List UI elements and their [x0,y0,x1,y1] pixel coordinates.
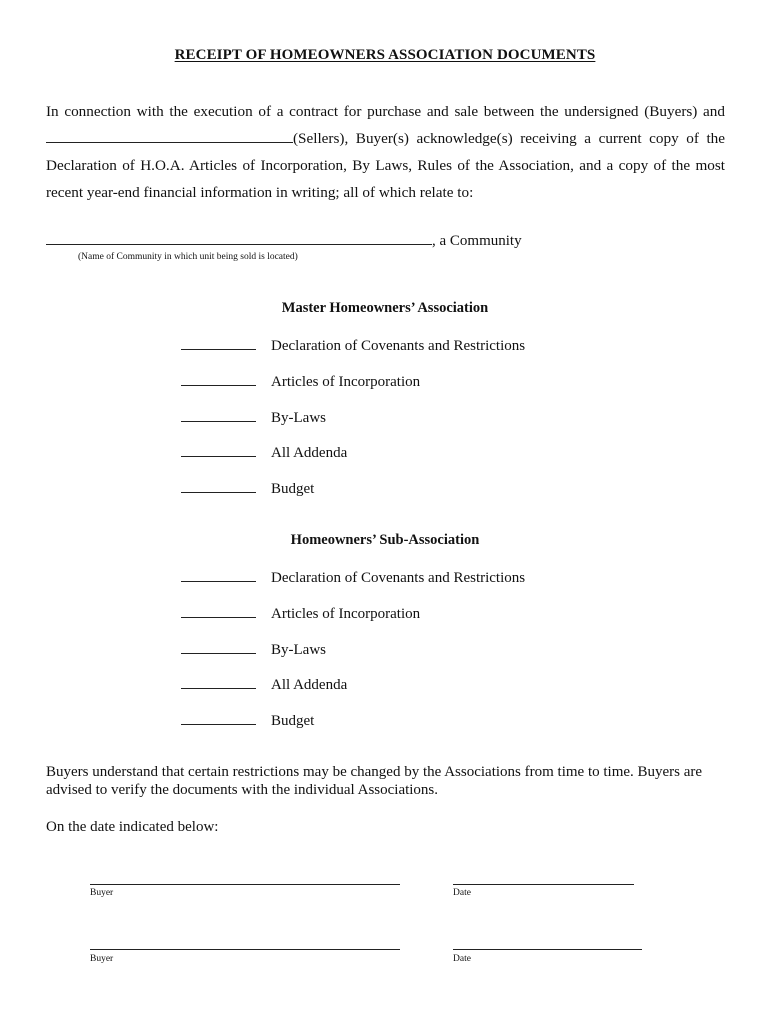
master-check-blank-budget[interactable] [181,479,256,493]
community-name-blank[interactable] [46,232,432,245]
community-line [46,232,522,250]
sub-item-label: Declaration of Covenants and Restrictions [271,570,526,586]
sub-item-label: Budget [271,713,315,729]
date-prompt: On the date indicated below: [46,819,219,835]
sub-item-budget [181,711,314,730]
master-item-label: Articles of Incorporation [271,374,421,390]
master-check-blank-bylaws[interactable] [181,408,256,422]
master-check-blank-addenda[interactable] [181,443,256,457]
master-check-blank-articles[interactable] [181,372,256,386]
sub-item-addenda [181,675,347,694]
master-item-label: All Addenda [271,445,348,461]
master-item-articles [181,372,420,391]
intro-text-1: In connection with the execution of a contract for purchase and sale between the undersigned (Buyers) and [46,103,725,120]
date-line-1[interactable] [453,884,634,885]
date-label-2: Date [453,954,471,964]
sub-check-blank-addenda[interactable] [181,675,256,689]
document-title: RECEIPT OF HOMEOWNERS ASSOCIATION DOCUMENTS [174,47,596,63]
master-item-label: Budget [271,481,315,497]
sub-association-heading: Homeowners’ Sub-Association [290,532,480,548]
master-item-declaration [181,336,525,355]
master-item-label: By-Laws [271,410,326,426]
sub-check-blank-bylaws[interactable] [181,640,256,654]
master-association-heading: Master Homeowners’ Association [281,300,489,316]
date-label-1: Date [453,888,471,898]
closing-paragraph: Buyers understand that certain restrictions may be changed by the Associations from time to time. Buyers are advised to verify the documents with the individual Associations. [46,764,703,798]
sellers-name-blank[interactable] [46,130,293,143]
sub-item-articles [181,604,420,623]
sub-item-declaration [181,568,525,587]
master-item-bylaws [181,408,326,427]
intro-paragraph [46,98,725,206]
master-item-budget [181,479,314,498]
sub-item-label: Articles of Incorporation [271,606,421,622]
community-suffix: , a Community [432,233,522,249]
master-check-blank-declaration[interactable] [181,336,256,350]
sub-check-blank-articles[interactable] [181,604,256,618]
community-note: (Name of Community in which unit being sold is located) [78,252,298,262]
date-line-2[interactable] [453,949,642,950]
sub-item-bylaws [181,640,326,659]
buyer-label-1: Buyer [90,888,114,898]
master-item-addenda [181,443,347,462]
sub-check-blank-budget[interactable] [181,711,256,725]
buyer-signature-line-1[interactable] [90,884,400,885]
intro-text-2: (Sellers), Buyer(s) acknowledge(s) receiving a current copy of the Declaration of H.O.A. Articles of Incorporation, By Laws, Rules of the Association, and a copy of the most recent year-end financial information in writing; all of which relate to: [46,130,725,201]
sub-check-blank-declaration[interactable] [181,568,256,582]
buyer-signature-line-2[interactable] [90,949,400,950]
master-item-label: Declaration of Covenants and Restrictions [271,338,526,354]
sub-item-label: By-Laws [271,642,326,658]
buyer-label-2: Buyer [90,954,114,964]
sub-item-label: All Addenda [271,677,348,693]
